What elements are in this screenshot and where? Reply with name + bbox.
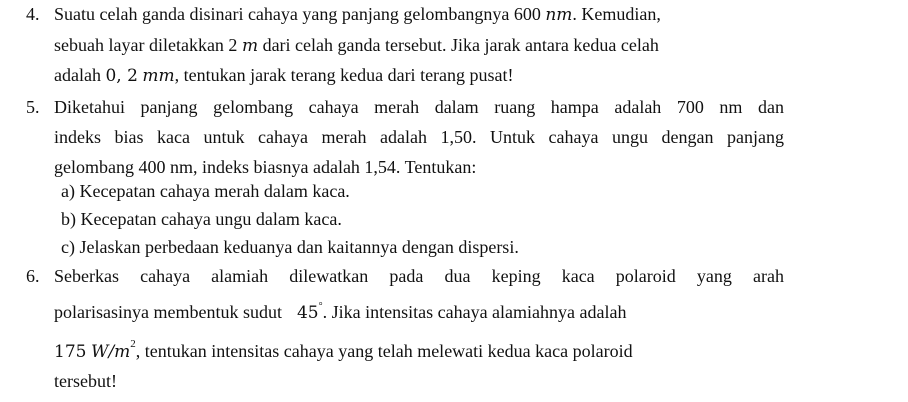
angle-value: 45 bbox=[296, 303, 319, 323]
intensity-value: 175 bbox=[54, 342, 87, 362]
degree-symbol: ° bbox=[318, 301, 323, 312]
unit-nm: nm bbox=[545, 5, 573, 25]
question-4-line-1: Suatu celah ganda disinari cahaya yang panjang gelombangnya 600 nm. Kemudian, bbox=[54, 4, 661, 25]
question-6-line-2: polarisasinya membentuk sudut 45°. Jika intensitas cahaya alamiahnya adalah bbox=[54, 301, 627, 323]
question-number: 4. bbox=[26, 4, 40, 24]
question-number: 5. bbox=[26, 97, 40, 117]
question-5-item-a: a) Kecepatan cahaya merah dalam kaca. bbox=[61, 181, 350, 201]
question-number: 6. bbox=[26, 266, 40, 286]
question-5-line-3: gelombang 400 nm, indeks biasnya adalah 1,54. Tentukan: bbox=[54, 157, 477, 177]
question-5-line-1: Diketahui panjang gelombang cahaya merah dalam ruang hampa adalah 700 nm dan bbox=[54, 97, 784, 117]
question-6-line-1: Seberkas cahaya alamiah dilewatkan pada dua keping kaca polaroid yang arah bbox=[54, 266, 784, 286]
unit-m: m bbox=[241, 36, 259, 56]
question-5-line-2: indeks bias kaca untuk cahaya merah adalah 1,50. Untuk cahaya ungu dengan panjang bbox=[54, 127, 784, 147]
question-6-line-4: tersebut! bbox=[54, 371, 117, 391]
question-5-item-b: b) Kecepatan cahaya ungu dalam kaca. bbox=[61, 209, 342, 229]
question-5-item-c: c) Jelaskan perbedaan keduanya dan kaitannya dengan dispersi. bbox=[61, 237, 519, 257]
question-4-line-3: adalah 0, 2 mm, tentukan jarak terang kedua dari terang pusat! bbox=[54, 65, 514, 86]
exponent: 2 bbox=[130, 338, 136, 350]
question-6-line-3: 175 $W/m^2$, tentukan intensitas cahaya yang telah melewati kedua kaca polaroid bbox=[54, 338, 633, 362]
value-slit-distance: 0, 2 bbox=[105, 66, 138, 86]
question-4-line-2: sebuah layar diletakkan 2 m dari celah ganda tersebut. Jika jarak antara kedua celah bbox=[54, 35, 659, 56]
unit-mm: mm bbox=[142, 66, 175, 86]
